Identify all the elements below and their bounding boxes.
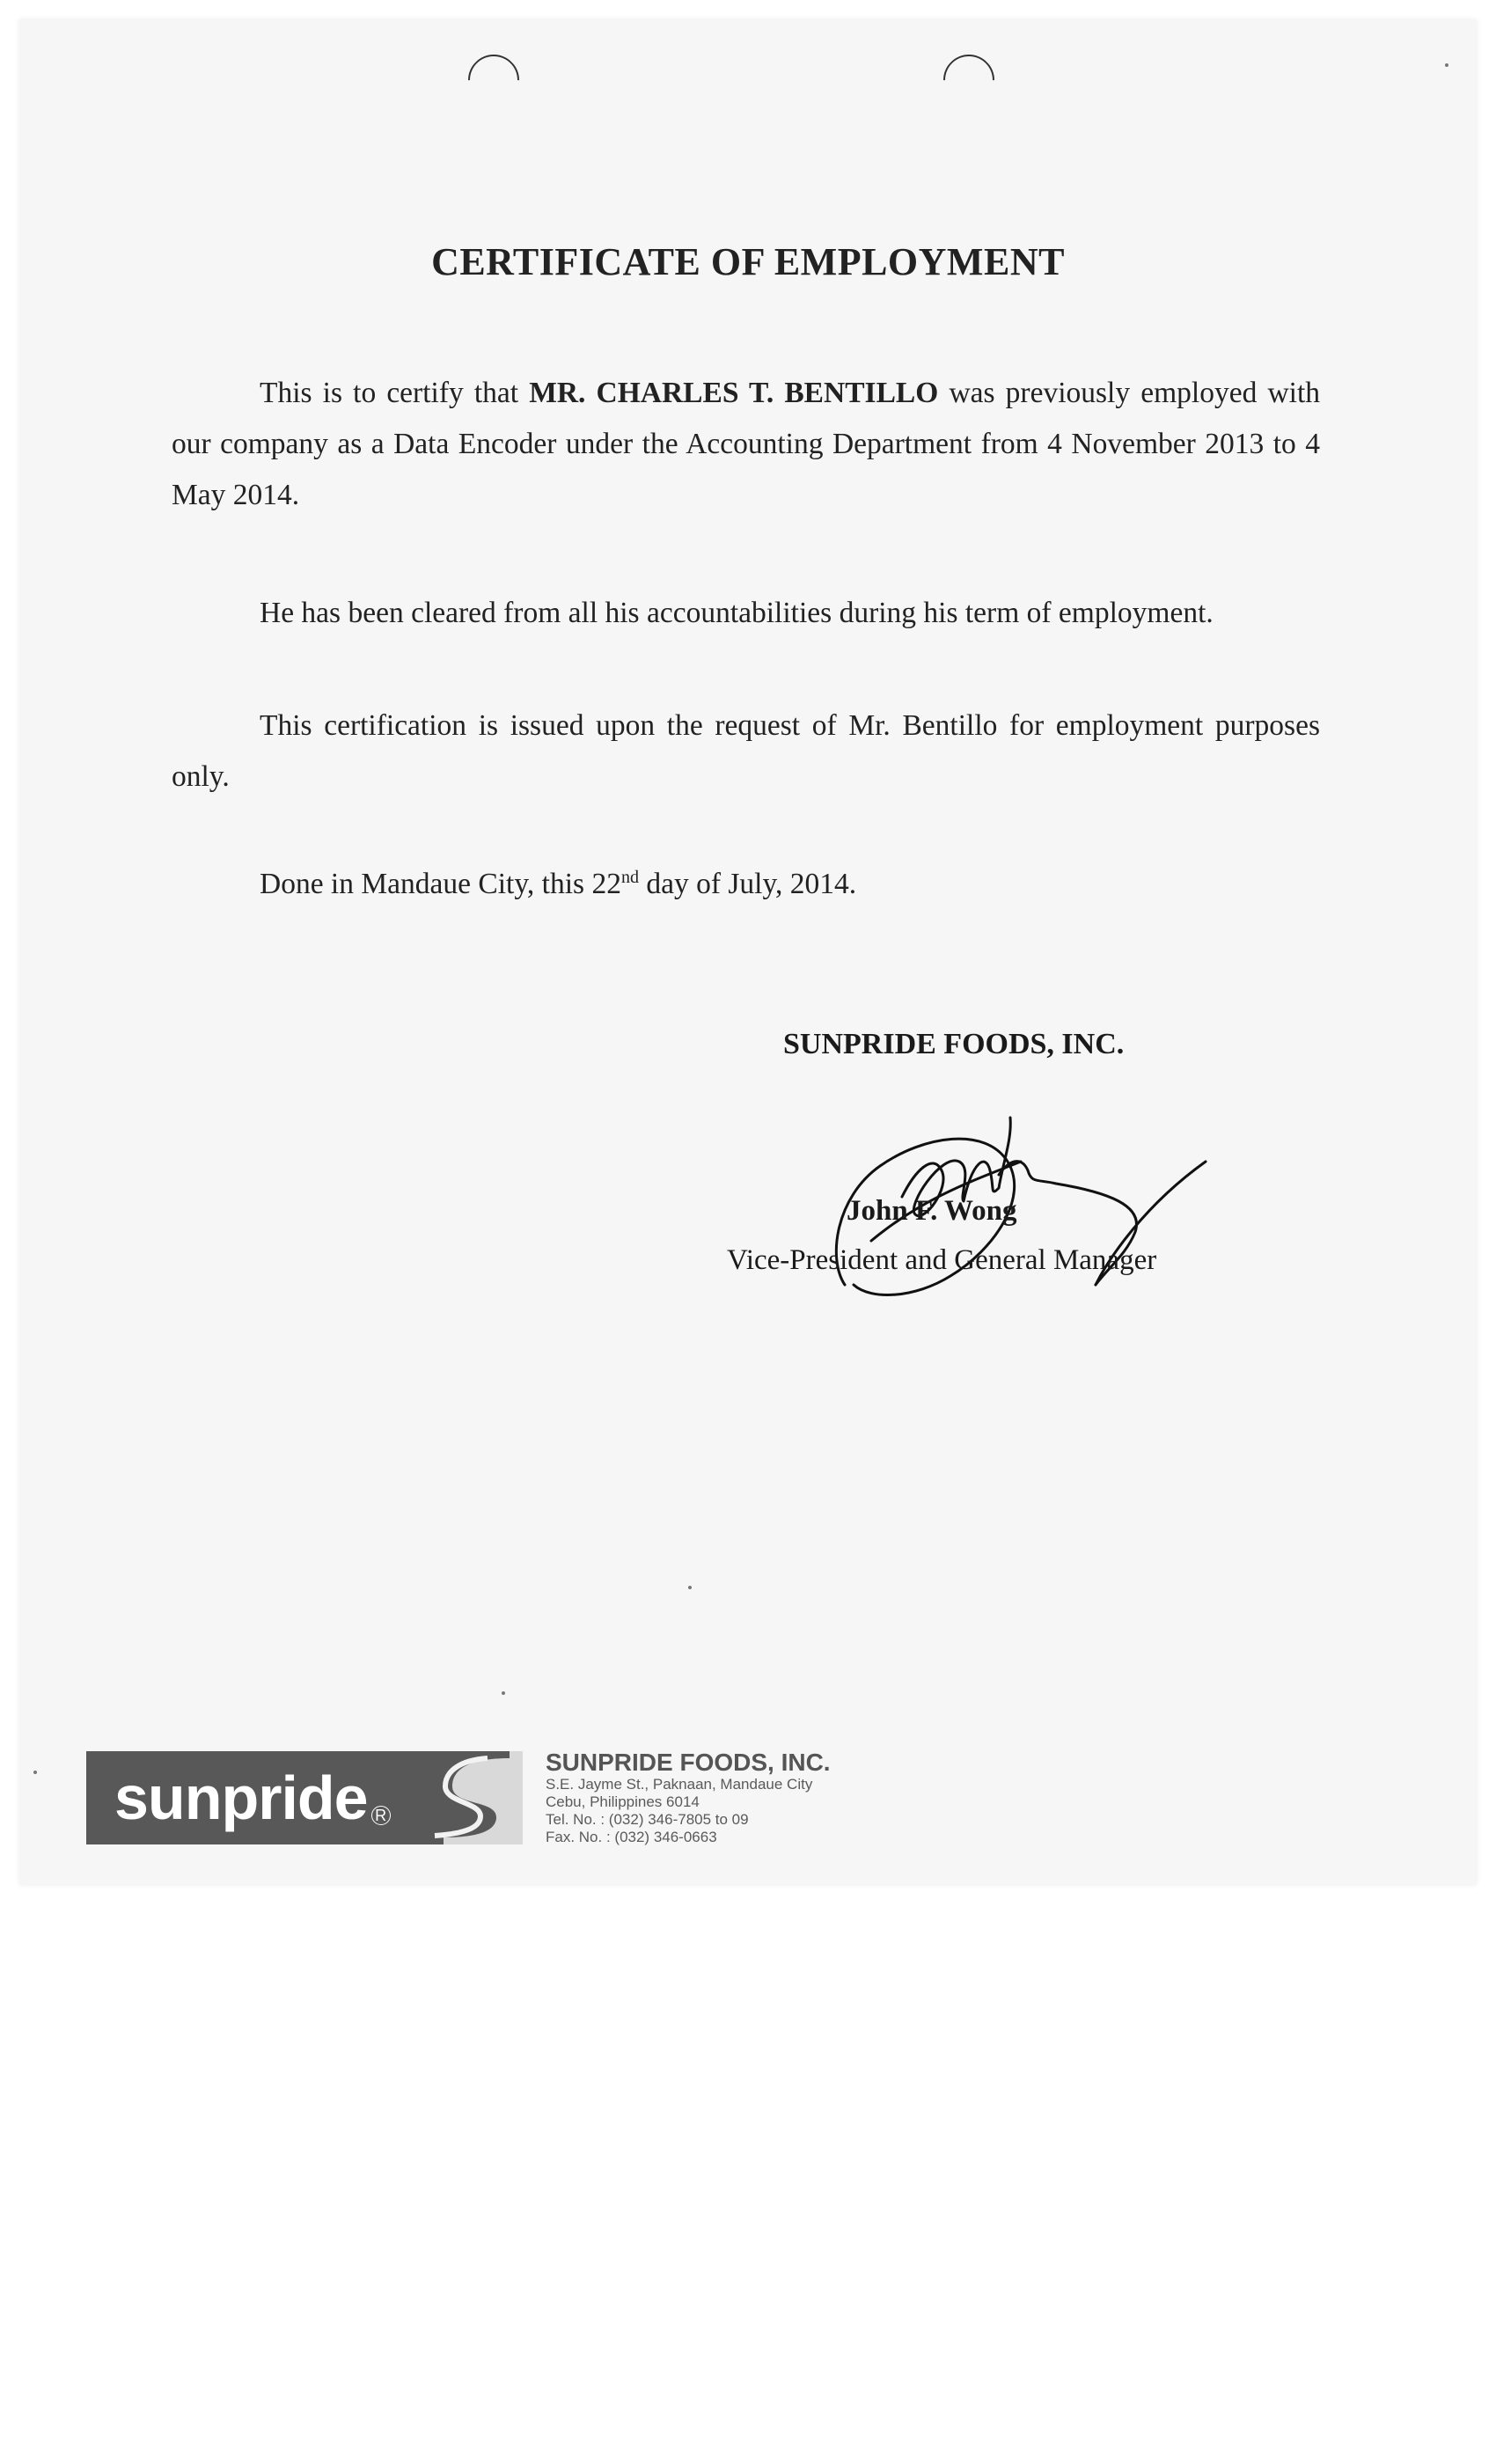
document-sheet [19,19,1477,1885]
signature-company-name: SUNPRIDE FOODS, INC. [783,1028,1125,1060]
signer-position: Vice-President and General Manager [727,1244,1157,1276]
date-ordinal: nd [620,867,639,887]
footer-address-line: S.E. Jayme St., Paknaan, Mandaue City [546,1776,813,1793]
punch-hole-mark [458,44,530,116]
scan-speck [688,1586,692,1589]
purpose-paragraph: This certification is issued upon the request of Mr. Bentillo for employment purposes only. [172,709,1320,793]
logo-swoosh-icon [426,1751,523,1844]
employee-name: MR. CHARLES T. BENTILLO [529,377,939,409]
footer-address-line: Cebu, Philippines 6014 [546,1793,700,1810]
footer-fax: Fax. No. : (032) 346-0663 [546,1829,717,1845]
certification-text: was previously employed with our company as a Data Encoder under the Accounting Department from 4 November 2013 to 4 May 2014. [172,377,1321,511]
registered-mark-icon: R [371,1806,391,1825]
date-text: day of July, 2014. [638,868,857,900]
footer-company-name: SUNPRIDE FOODS, INC. [546,1749,831,1776]
date-paragraph [172,859,1320,910]
date-text: Done in Mandaue City, this 22 [260,868,621,900]
scan-speck [1445,63,1448,67]
punch-hole-mark [933,44,1005,116]
sunpride-logo [86,1751,523,1844]
logo-wordmark: sunpride [114,1764,368,1832]
certification-text: This is to certify that [260,377,530,409]
clearance-paragraph: He has been cleared from all his accountabilities during his term of employment. [260,597,1214,629]
document-title: CERTIFICATE OF EMPLOYMENT [431,240,1065,283]
signer-name: John F. Wong [847,1195,1017,1227]
scan-speck [502,1691,505,1695]
footer-address-block [546,1749,831,1846]
footer-telephone: Tel. No. : (032) 346-7805 to 09 [546,1811,749,1828]
scan-speck [33,1771,37,1774]
certification-paragraph [172,368,1320,521]
